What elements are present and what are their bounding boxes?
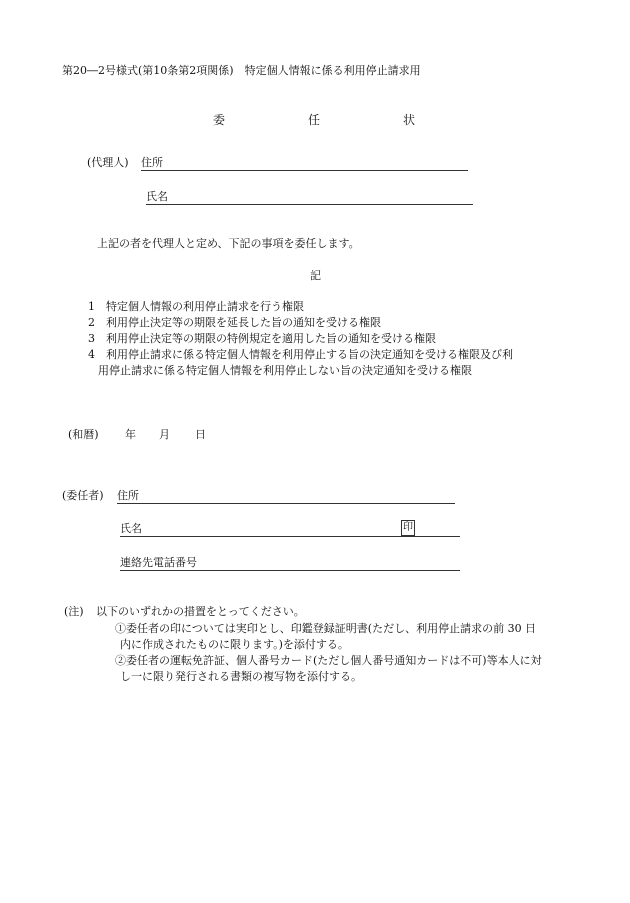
agent-address-label: 住所 [141,156,163,169]
item-3: 3 利用停止決定等の期限の特例規定を適用した旨の通知を受ける権限 [88,332,436,345]
agent-label: (代理人) [87,156,129,169]
agent-address-line[interactable] [141,170,468,171]
agent-name-line[interactable] [146,204,473,205]
note-line-2: 内に作成されたものに限ります。)を添付する。 [120,638,349,651]
principal-name-line[interactable] [120,536,460,537]
date-year-label: 年 [125,428,136,441]
principal-label: (委任者) [62,489,104,502]
title-char-2: 任 [308,113,321,127]
delegation-statement: 上記の者を代理人と定め、下記の事項を委任します。 [97,237,360,250]
form-number-header: 第20―2号様式(第10条第2項関係) 特定個人情報に係る利用停止請求用 [62,64,421,77]
note-line-4: し一に限り発行される書類の複写物を添付する。 [120,670,362,683]
principal-address-label: 住所 [117,489,139,502]
date-month-label: 月 [159,428,170,441]
note-label: (注) [64,605,84,618]
item-4-continued: 用停止請求に係る特定個人情報を利用停止しない旨の決定通知を受ける権限 [98,364,472,377]
principal-name-label: 氏名 [120,522,142,535]
seal-mark: 印 [401,520,415,536]
date-era-label: (和暦) [68,428,99,441]
note-line-3: ②委任者の運転免許証、個人番号カード(ただし個人番号通知カードは不可)等本人に対 [115,654,542,667]
item-4: 4 利用停止請求に係る特定個人情報を利用停止する旨の決定通知を受ける権限及び利 [88,348,513,361]
title-char-3: 状 [403,113,416,127]
title-char-1: 委 [213,113,226,127]
note-intro: 以下のいずれかの措置をとってください。 [96,605,305,618]
item-2: 2 利用停止決定等の期限を延長した旨の通知を受ける権限 [88,316,381,329]
principal-address-line[interactable] [117,503,455,504]
note-line-1: ①委任者の印については実印とし、印鑑登録証明書(ただし、利用停止請求の前 30 日 [115,622,537,635]
agent-name-label: 氏名 [146,190,168,203]
principal-phone-label: 連絡先電話番号 [120,556,197,569]
principal-phone-line[interactable] [120,570,460,571]
ki-heading: 記 [310,269,321,282]
date-day-label: 日 [195,428,206,441]
item-1: 1 特定個人情報の利用停止請求を行う権限 [88,300,304,313]
